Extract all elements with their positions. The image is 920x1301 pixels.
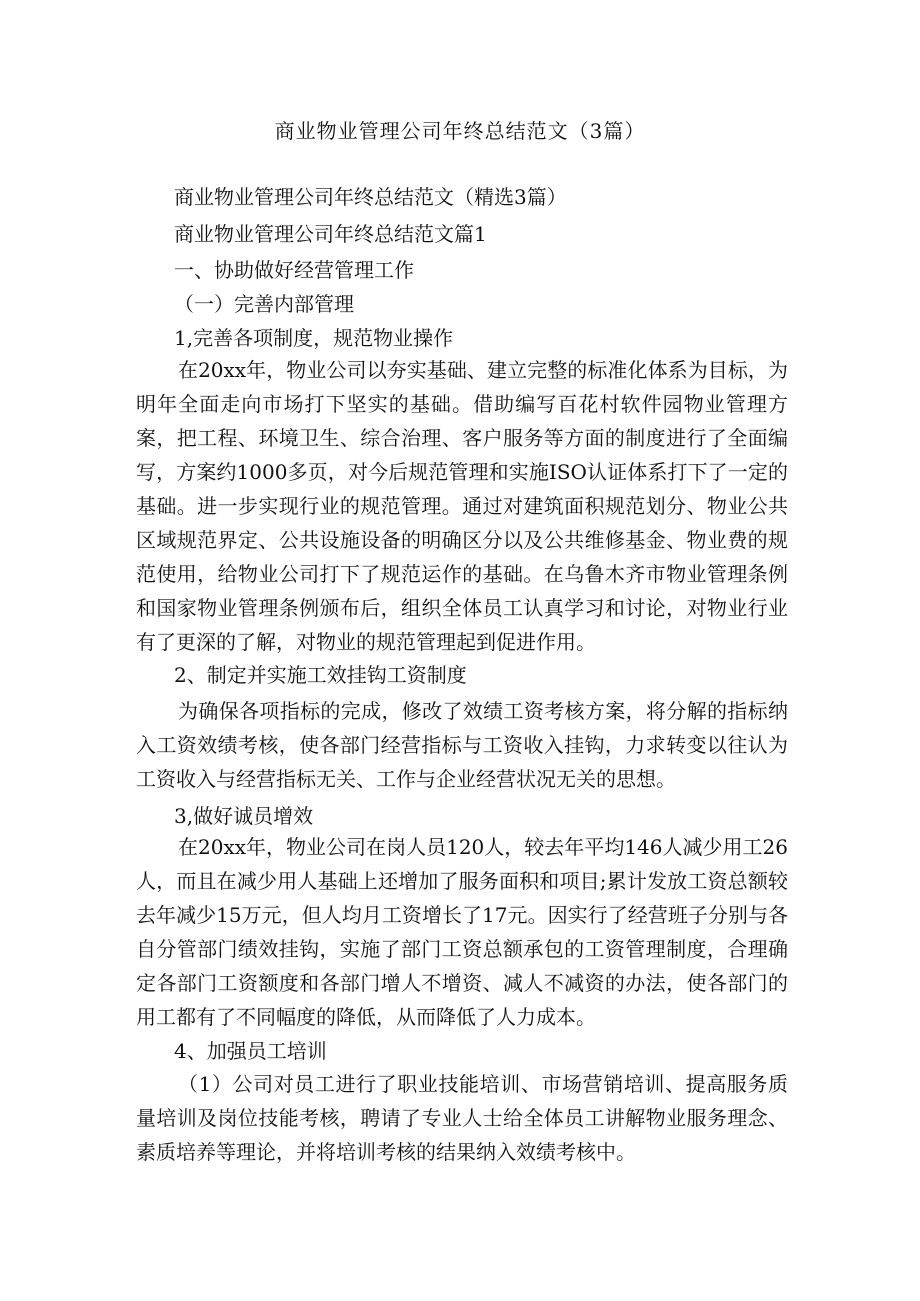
document-title: 商业物业管理公司年终总结范文（3篇） (274, 119, 646, 143)
item-4-paragraph: （1）公司对员工进行了职业技能培训、市场营销培训、提高服务质量培训及岗位技能考核，聘请了专业人士给全体员工讲解物业服务理念、素质培养等理论，并将培训考核的结果纳入效绩考核中。 (136, 1072, 788, 1164)
article-heading: 商业物业管理公司年终总结范文篇1 (174, 222, 487, 246)
item-3-heading: 3,做好诚员增效 (174, 804, 314, 828)
item-2-paragraph: 为确保各项指标的完成，修改了效绩工资考核方案，将分解的指标纳入工资效绩考核，使各部门经营指标与工资收入挂钩，力求转变以往认为工资收入与经营指标无关、工作与企业经营状况无关的思想。 (136, 699, 788, 791)
section-heading: 一、协助做好经营管理工作 (174, 258, 414, 282)
item-1-heading: 1,完善各项制度，规范物业操作 (174, 326, 454, 350)
item-1-paragraph: 在20xx年，物业公司以夯实基础、建立完整的标准化体系为目标，为明年全面走向市场打下坚实的基础。借助编写百花村软件园物业管理方案，把工程、环境卫生、综合治理、客户服务等方面的制度进行了全面编写，方案约1000多页，对今后规范管理和实施ISO认证体系打下了一定的基础。进一步实现行业的规范管理。通过对建筑面积规范划分、物业公共区域规范界定、公共设施设备的明确区分以及公共维修基金、物业费的规范使用，给物业公司打下了规范运作的基础。在乌鲁木齐市物业管理条例和国家物业管理条例颁布后，组织全体员工认真学习和讨论，对物业行业有了更深的了解，对物业的规范管理起到促进作用。 (136, 358, 788, 654)
document-subtitle: 商业物业管理公司年终总结范文（精选3篇） (174, 185, 567, 209)
item-3-paragraph: 在20xx年，物业公司在岗人员120人，较去年平均146人减少用工26人，而且在减少用人基础上还增加了服务面积和项目;累计发放工资总额较去年减少15万元，但人均月工资增长了17元。因实行了经营班子分别与各自分管部门绩效挂钩，实施了部门工资总额承包的工资管理制度，合理确定各部门工资额度和各部门增人不增资、减人不减资的办法，使各部门的用工都有了不同幅度的降低，从而降低了人力成本。 (136, 835, 788, 1029)
item-4-heading: 4、加强员工培训 (174, 1039, 327, 1063)
subsection-heading: （一）完善内部管理 (174, 292, 354, 316)
item-2-heading: 2、制定并实施工效挂钩工资制度 (174, 663, 467, 687)
